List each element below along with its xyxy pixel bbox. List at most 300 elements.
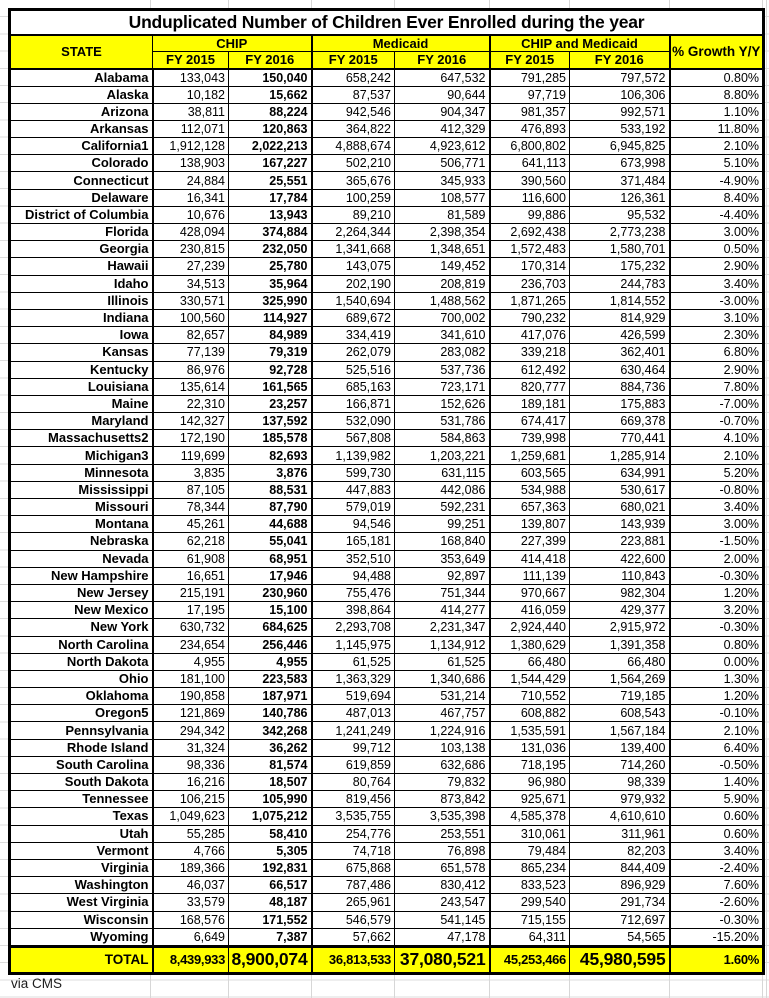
- chip-medicaid-fy2015-cell[interactable]: 603,565: [490, 464, 570, 481]
- chip-fy2016-cell[interactable]: 374,884: [229, 224, 312, 241]
- chip-fy2015-cell[interactable]: 55,285: [153, 825, 229, 842]
- growth-cell[interactable]: -0.30%: [670, 619, 764, 636]
- medicaid-fy2015-cell[interactable]: 165,181: [312, 533, 395, 550]
- state-cell[interactable]: Washington: [10, 877, 153, 894]
- medicaid-fy2015-cell[interactable]: 787,486: [312, 877, 395, 894]
- medicaid-fy2016-cell[interactable]: 76,898: [395, 842, 490, 859]
- chip-fy2016-cell[interactable]: 84,989: [229, 327, 312, 344]
- growth-cell[interactable]: -4.40%: [670, 206, 764, 223]
- chip-fy2016-cell[interactable]: 185,578: [229, 430, 312, 447]
- chip-medicaid-fy2016-cell[interactable]: 82,203: [570, 842, 670, 859]
- chip-fy2016-cell[interactable]: 25,780: [229, 258, 312, 275]
- medicaid-fy2015-cell[interactable]: 447,883: [312, 481, 395, 498]
- chip-medicaid-fy2015-cell[interactable]: 790,232: [490, 309, 570, 326]
- state-header[interactable]: STATE: [10, 35, 153, 69]
- chip-medicaid-fy2016-cell[interactable]: 1,580,701: [570, 241, 670, 258]
- state-cell[interactable]: West Virginia: [10, 894, 153, 911]
- medicaid-fy2015-cell[interactable]: 532,090: [312, 413, 395, 430]
- chip-fy2015-cell[interactable]: 16,651: [153, 567, 229, 584]
- chip-fy2016-cell[interactable]: 171,552: [229, 911, 312, 928]
- medicaid-fy2016-cell[interactable]: 79,832: [395, 774, 490, 791]
- chip-medicaid-fy2016-cell[interactable]: 426,599: [570, 327, 670, 344]
- medicaid-fy2016-cell[interactable]: 345,933: [395, 172, 490, 189]
- chip-medicaid-fy2016-cell[interactable]: 362,401: [570, 344, 670, 361]
- medicaid-fy2016-cell[interactable]: 541,145: [395, 911, 490, 928]
- chip-medicaid-fy2016-cell[interactable]: 1,567,184: [570, 722, 670, 739]
- chip-fy2015-cell[interactable]: 1,912,128: [153, 138, 229, 155]
- medicaid-fy2015-header[interactable]: FY 2015: [312, 52, 395, 69]
- chip-medicaid-fy2016-cell[interactable]: 1,285,914: [570, 447, 670, 464]
- state-cell[interactable]: Connecticut: [10, 172, 153, 189]
- chip-medicaid-fy2016-cell[interactable]: 669,378: [570, 413, 670, 430]
- chip-medicaid-fy2015-cell[interactable]: 310,061: [490, 825, 570, 842]
- chip-medicaid-fy2015-cell[interactable]: 1,572,483: [490, 241, 570, 258]
- chip-fy2016-cell[interactable]: 167,227: [229, 155, 312, 172]
- chip-medicaid-fy2016-cell[interactable]: 311,961: [570, 825, 670, 842]
- chip-medicaid-fy2015-cell[interactable]: 299,540: [490, 894, 570, 911]
- chip-medicaid-fy2016-cell[interactable]: 110,843: [570, 567, 670, 584]
- medicaid-fy2016-cell[interactable]: 751,344: [395, 584, 490, 601]
- chip-fy2016-cell[interactable]: 15,100: [229, 602, 312, 619]
- medicaid-fy2015-cell[interactable]: 487,013: [312, 705, 395, 722]
- chip-medicaid-fy2015-cell[interactable]: 131,036: [490, 739, 570, 756]
- chip-medicaid-fy2015-cell[interactable]: 189,181: [490, 395, 570, 412]
- medicaid-fy2016-cell[interactable]: 61,525: [395, 653, 490, 670]
- growth-cell[interactable]: 2.90%: [670, 258, 764, 275]
- growth-cell[interactable]: 7.60%: [670, 877, 764, 894]
- chip-medicaid-fy2016-cell[interactable]: 1,814,552: [570, 292, 670, 309]
- chip-fy2016-cell[interactable]: 230,960: [229, 584, 312, 601]
- state-cell[interactable]: Louisiana: [10, 378, 153, 395]
- chip-fy2016-cell[interactable]: 120,863: [229, 120, 312, 137]
- medicaid-fy2015-cell[interactable]: 398,864: [312, 602, 395, 619]
- chip-medicaid-fy2015-cell[interactable]: 4,585,378: [490, 808, 570, 825]
- chip-medicaid-fy2015-cell[interactable]: 79,484: [490, 842, 570, 859]
- chip-medicaid-fy2015-cell[interactable]: 608,882: [490, 705, 570, 722]
- chip-medicaid-fy2015-cell[interactable]: 718,195: [490, 756, 570, 773]
- state-cell[interactable]: North Dakota: [10, 653, 153, 670]
- state-cell[interactable]: Florida: [10, 224, 153, 241]
- chip-fy2016-cell[interactable]: 58,410: [229, 825, 312, 842]
- chip-fy2015-cell[interactable]: 1,049,623: [153, 808, 229, 825]
- state-cell[interactable]: Oregon5: [10, 705, 153, 722]
- chip-fy2015-cell[interactable]: 34,513: [153, 275, 229, 292]
- chip-fy2016-cell[interactable]: 81,574: [229, 756, 312, 773]
- state-cell[interactable]: Utah: [10, 825, 153, 842]
- chip-fy2015-header[interactable]: FY 2015: [153, 52, 229, 69]
- medicaid-fy2015-cell[interactable]: 599,730: [312, 464, 395, 481]
- medicaid-fy2016-cell[interactable]: 414,277: [395, 602, 490, 619]
- growth-cell[interactable]: 0.60%: [670, 825, 764, 842]
- state-cell[interactable]: Missouri: [10, 499, 153, 516]
- chip-fy2016-cell[interactable]: 114,927: [229, 309, 312, 326]
- chip-medicaid-fy2016-cell[interactable]: 66,480: [570, 653, 670, 670]
- medicaid-fy2015-cell[interactable]: 675,868: [312, 859, 395, 876]
- state-cell[interactable]: Kentucky: [10, 361, 153, 378]
- state-cell[interactable]: Michigan3: [10, 447, 153, 464]
- chip-medicaid-fy2016-cell[interactable]: 175,232: [570, 258, 670, 275]
- medicaid-fy2016-cell[interactable]: 904,347: [395, 103, 490, 120]
- chip-fy2015-cell[interactable]: 294,342: [153, 722, 229, 739]
- medicaid-fy2015-cell[interactable]: 94,546: [312, 516, 395, 533]
- chip-fy2015-cell[interactable]: 230,815: [153, 241, 229, 258]
- medicaid-fy2015-cell[interactable]: 689,672: [312, 309, 395, 326]
- medicaid-fy2015-cell[interactable]: 365,676: [312, 172, 395, 189]
- total-growth-cell[interactable]: 1.60%: [670, 946, 764, 973]
- chip-medicaid-fy2015-cell[interactable]: 66,480: [490, 653, 570, 670]
- chip-fy2016-cell[interactable]: 187,971: [229, 688, 312, 705]
- medicaid-fy2015-cell[interactable]: 2,264,344: [312, 224, 395, 241]
- chip-fy2016-cell[interactable]: 223,583: [229, 670, 312, 687]
- chip-medicaid-fy2016-cell[interactable]: 714,260: [570, 756, 670, 773]
- chip-medicaid-fy2015-cell[interactable]: 1,871,265: [490, 292, 570, 309]
- state-cell[interactable]: Montana: [10, 516, 153, 533]
- growth-cell[interactable]: 3.00%: [670, 224, 764, 241]
- chip-medicaid-fy2016-cell[interactable]: 992,571: [570, 103, 670, 120]
- chip-medicaid-fy2015-cell[interactable]: 1,380,629: [490, 636, 570, 653]
- medicaid-fy2015-cell[interactable]: 364,822: [312, 120, 395, 137]
- growth-cell[interactable]: -0.30%: [670, 911, 764, 928]
- chip-fy2016-cell[interactable]: 342,268: [229, 722, 312, 739]
- medicaid-fy2016-cell[interactable]: 584,863: [395, 430, 490, 447]
- chip-fy2015-cell[interactable]: 87,105: [153, 481, 229, 498]
- total-label-cell[interactable]: TOTAL: [10, 946, 153, 973]
- growth-header[interactable]: % Growth Y/Y: [670, 35, 764, 69]
- chip-medicaid-fy2015-cell[interactable]: 1,259,681: [490, 447, 570, 464]
- chip-medicaid-fy2016-cell[interactable]: 98,339: [570, 774, 670, 791]
- chip-fy2016-cell[interactable]: 684,625: [229, 619, 312, 636]
- chip-fy2016-cell[interactable]: 7,387: [229, 928, 312, 946]
- chip-medicaid-fy2016-cell[interactable]: 175,883: [570, 395, 670, 412]
- chip-fy2015-cell[interactable]: 6,649: [153, 928, 229, 946]
- state-cell[interactable]: Illinois: [10, 292, 153, 309]
- chip-medicaid-fy2016-cell[interactable]: 54,565: [570, 928, 670, 946]
- chip-fy2016-cell[interactable]: 55,041: [229, 533, 312, 550]
- medicaid-fy2016-cell[interactable]: 592,231: [395, 499, 490, 516]
- medicaid-fy2015-cell[interactable]: 80,764: [312, 774, 395, 791]
- chip-medicaid-fy2016-cell[interactable]: 719,185: [570, 688, 670, 705]
- chip-fy2015-cell[interactable]: 86,976: [153, 361, 229, 378]
- growth-cell[interactable]: 1.20%: [670, 688, 764, 705]
- chip-medicaid-fy2016-cell[interactable]: 896,929: [570, 877, 670, 894]
- chip-medicaid-fy2016-cell[interactable]: 1,564,269: [570, 670, 670, 687]
- chip-fy2015-cell[interactable]: 10,676: [153, 206, 229, 223]
- chip-fy2015-cell[interactable]: 190,858: [153, 688, 229, 705]
- state-cell[interactable]: Mississippi: [10, 481, 153, 498]
- chip-medicaid-fy2015-cell[interactable]: 2,924,440: [490, 619, 570, 636]
- chip-fy2015-cell[interactable]: 62,218: [153, 533, 229, 550]
- chip-fy2015-cell[interactable]: 142,327: [153, 413, 229, 430]
- medicaid-fy2016-cell[interactable]: 99,251: [395, 516, 490, 533]
- chip-fy2015-cell[interactable]: 17,195: [153, 602, 229, 619]
- chip-medicaid-fy2016-cell[interactable]: 530,617: [570, 481, 670, 498]
- chip-medicaid-fy2015-cell[interactable]: 139,807: [490, 516, 570, 533]
- medicaid-fy2015-cell[interactable]: 143,075: [312, 258, 395, 275]
- chip-fy2015-cell[interactable]: 31,324: [153, 739, 229, 756]
- chip-fy2016-cell[interactable]: 82,693: [229, 447, 312, 464]
- chip-fy2015-cell[interactable]: 77,139: [153, 344, 229, 361]
- chip-medicaid-fy2015-cell[interactable]: 657,363: [490, 499, 570, 516]
- state-cell[interactable]: Wisconsin: [10, 911, 153, 928]
- state-cell[interactable]: New Mexico: [10, 602, 153, 619]
- chip-medicaid-fy2016-cell[interactable]: 2,773,238: [570, 224, 670, 241]
- chip-fy2016-cell[interactable]: 325,990: [229, 292, 312, 309]
- state-cell[interactable]: California1: [10, 138, 153, 155]
- chip-medicaid-fy2015-cell[interactable]: 6,800,802: [490, 138, 570, 155]
- chip-medicaid-fy2015-cell[interactable]: 111,139: [490, 567, 570, 584]
- state-cell[interactable]: Minnesota: [10, 464, 153, 481]
- state-cell[interactable]: Maine: [10, 395, 153, 412]
- growth-cell[interactable]: 1.30%: [670, 670, 764, 687]
- chip-fy2015-cell[interactable]: 46,037: [153, 877, 229, 894]
- growth-cell[interactable]: 3.00%: [670, 516, 764, 533]
- chip-medicaid-fy2015-cell[interactable]: 710,552: [490, 688, 570, 705]
- medicaid-fy2016-cell[interactable]: 700,002: [395, 309, 490, 326]
- chip-fy2016-cell[interactable]: 137,592: [229, 413, 312, 430]
- growth-cell[interactable]: 0.50%: [670, 241, 764, 258]
- medicaid-fy2015-cell[interactable]: 94,488: [312, 567, 395, 584]
- chip-fy2015-cell[interactable]: 630,732: [153, 619, 229, 636]
- chip-medicaid-fy2015-cell[interactable]: 97,719: [490, 86, 570, 103]
- growth-cell[interactable]: 11.80%: [670, 120, 764, 137]
- chip-medicaid-fy2015-cell[interactable]: 170,314: [490, 258, 570, 275]
- growth-cell[interactable]: 8.80%: [670, 86, 764, 103]
- medicaid-fy2016-cell[interactable]: 81,589: [395, 206, 490, 223]
- chip-fy2016-cell[interactable]: 35,964: [229, 275, 312, 292]
- growth-cell[interactable]: 2.90%: [670, 361, 764, 378]
- medicaid-fy2016-cell[interactable]: 531,214: [395, 688, 490, 705]
- chip-medicaid-fy2015-cell[interactable]: 612,492: [490, 361, 570, 378]
- chip-medicaid-fy2015-cell[interactable]: 970,667: [490, 584, 570, 601]
- medicaid-fy2015-cell[interactable]: 254,776: [312, 825, 395, 842]
- chip-medicaid-fy2015-header[interactable]: FY 2015: [490, 52, 570, 69]
- medicaid-fy2015-cell[interactable]: 334,419: [312, 327, 395, 344]
- medicaid-fy2015-cell[interactable]: 755,476: [312, 584, 395, 601]
- chip-fy2016-cell[interactable]: 256,446: [229, 636, 312, 653]
- state-cell[interactable]: North Carolina: [10, 636, 153, 653]
- growth-cell[interactable]: -2.60%: [670, 894, 764, 911]
- growth-cell[interactable]: 5.10%: [670, 155, 764, 172]
- growth-cell[interactable]: 2.10%: [670, 447, 764, 464]
- medicaid-fy2016-cell[interactable]: 149,452: [395, 258, 490, 275]
- growth-cell[interactable]: 5.90%: [670, 791, 764, 808]
- state-cell[interactable]: Georgia: [10, 241, 153, 258]
- chip-fy2016-cell[interactable]: 105,990: [229, 791, 312, 808]
- state-cell[interactable]: Nebraska: [10, 533, 153, 550]
- medicaid-fy2015-cell[interactable]: 942,546: [312, 103, 395, 120]
- medicaid-fy2015-cell[interactable]: 546,579: [312, 911, 395, 928]
- chip-fy2016-cell[interactable]: 13,943: [229, 206, 312, 223]
- chip-fy2015-cell[interactable]: 135,614: [153, 378, 229, 395]
- medicaid-fy2015-cell[interactable]: 4,888,674: [312, 138, 395, 155]
- state-cell[interactable]: New York: [10, 619, 153, 636]
- growth-cell[interactable]: -15.20%: [670, 928, 764, 946]
- chip-medicaid-fy2016-cell[interactable]: 884,736: [570, 378, 670, 395]
- growth-cell[interactable]: 5.20%: [670, 464, 764, 481]
- medicaid-fy2015-cell[interactable]: 74,718: [312, 842, 395, 859]
- state-cell[interactable]: New Jersey: [10, 584, 153, 601]
- chip-fy2016-cell[interactable]: 18,507: [229, 774, 312, 791]
- medicaid-fy2015-cell[interactable]: 265,961: [312, 894, 395, 911]
- medicaid-fy2015-cell[interactable]: 525,516: [312, 361, 395, 378]
- growth-cell[interactable]: 3.40%: [670, 842, 764, 859]
- medicaid-fy2016-cell[interactable]: 208,819: [395, 275, 490, 292]
- chip-fy2015-cell[interactable]: 215,191: [153, 584, 229, 601]
- growth-cell[interactable]: 0.80%: [670, 636, 764, 653]
- medicaid-fy2016-cell[interactable]: 353,649: [395, 550, 490, 567]
- chip-medicaid-fy2016-cell[interactable]: 244,783: [570, 275, 670, 292]
- chip-fy2015-cell[interactable]: 119,699: [153, 447, 229, 464]
- chip-fy2015-cell[interactable]: 168,576: [153, 911, 229, 928]
- chip-fy2016-header[interactable]: FY 2016: [229, 52, 312, 69]
- medicaid-fy2015-cell[interactable]: 262,079: [312, 344, 395, 361]
- chip-medicaid-fy2015-cell[interactable]: 791,285: [490, 69, 570, 87]
- chip-fy2015-cell[interactable]: 428,094: [153, 224, 229, 241]
- medicaid-fy2016-cell[interactable]: 103,138: [395, 739, 490, 756]
- medicaid-fy2016-cell[interactable]: 3,535,398: [395, 808, 490, 825]
- chip-medicaid-fy2016-cell[interactable]: 680,021: [570, 499, 670, 516]
- chip-fy2015-cell[interactable]: 10,182: [153, 86, 229, 103]
- medicaid-fy2015-cell[interactable]: 1,139,982: [312, 447, 395, 464]
- chip-fy2015-cell[interactable]: 121,869: [153, 705, 229, 722]
- chip-medicaid-fy2015-cell[interactable]: 925,671: [490, 791, 570, 808]
- chip-fy2016-cell[interactable]: 79,319: [229, 344, 312, 361]
- chip-fy2015-cell[interactable]: 38,811: [153, 103, 229, 120]
- chip-fy2016-cell[interactable]: 17,784: [229, 189, 312, 206]
- growth-cell[interactable]: 0.60%: [670, 808, 764, 825]
- chip-fy2015-cell[interactable]: 16,216: [153, 774, 229, 791]
- medicaid-fy2016-cell[interactable]: 341,610: [395, 327, 490, 344]
- medicaid-fy2015-cell[interactable]: 166,871: [312, 395, 395, 412]
- growth-cell[interactable]: 1.20%: [670, 584, 764, 601]
- state-cell[interactable]: Nevada: [10, 550, 153, 567]
- chip-medicaid-fy2016-cell[interactable]: 770,441: [570, 430, 670, 447]
- medicaid-fy2016-cell[interactable]: 506,771: [395, 155, 490, 172]
- medicaid-fy2016-cell[interactable]: 152,626: [395, 395, 490, 412]
- chip-medicaid-fy2016-cell[interactable]: 223,881: [570, 533, 670, 550]
- chip-medicaid-fy2016-cell[interactable]: 844,409: [570, 859, 670, 876]
- medicaid-fy2016-cell[interactable]: 723,171: [395, 378, 490, 395]
- chip-medicaid-fy2016-cell[interactable]: 4,610,610: [570, 808, 670, 825]
- growth-cell[interactable]: -0.30%: [670, 567, 764, 584]
- medicaid-fy2016-cell[interactable]: 537,736: [395, 361, 490, 378]
- medicaid-fy2016-cell[interactable]: 1,203,221: [395, 447, 490, 464]
- medicaid-fy2016-cell[interactable]: 243,547: [395, 894, 490, 911]
- medicaid-fy2016-cell[interactable]: 2,231,347: [395, 619, 490, 636]
- medicaid-fy2015-cell[interactable]: 819,456: [312, 791, 395, 808]
- chip-fy2016-cell[interactable]: 88,531: [229, 481, 312, 498]
- medicaid-fy2015-cell[interactable]: 3,535,755: [312, 808, 395, 825]
- chip-medicaid-fy2015-cell[interactable]: 641,113: [490, 155, 570, 172]
- chip-medicaid-fy2015-cell[interactable]: 715,155: [490, 911, 570, 928]
- medicaid-fy2015-cell[interactable]: 1,145,975: [312, 636, 395, 653]
- medicaid-fy2016-cell[interactable]: 90,644: [395, 86, 490, 103]
- growth-cell[interactable]: 2.00%: [670, 550, 764, 567]
- medicaid-fy2016-cell[interactable]: 531,786: [395, 413, 490, 430]
- chip-medicaid-fy2016-cell[interactable]: 126,361: [570, 189, 670, 206]
- total-medicaid-fy2016-cell[interactable]: 37,080,521: [395, 946, 490, 973]
- chip-medicaid-fy2016-cell[interactable]: 979,932: [570, 791, 670, 808]
- group-header-medicaid[interactable]: Medicaid: [312, 35, 490, 52]
- growth-cell[interactable]: 3.40%: [670, 275, 764, 292]
- total-chip-fy2015-cell[interactable]: 8,439,933: [153, 946, 229, 973]
- medicaid-fy2015-cell[interactable]: 99,712: [312, 739, 395, 756]
- chip-medicaid-fy2015-cell[interactable]: 64,311: [490, 928, 570, 946]
- state-cell[interactable]: Kansas: [10, 344, 153, 361]
- chip-fy2016-cell[interactable]: 150,040: [229, 69, 312, 87]
- chip-medicaid-fy2015-cell[interactable]: 739,998: [490, 430, 570, 447]
- state-cell[interactable]: Pennsylvania: [10, 722, 153, 739]
- medicaid-fy2015-cell[interactable]: 1,241,249: [312, 722, 395, 739]
- medicaid-fy2015-cell[interactable]: 87,537: [312, 86, 395, 103]
- chip-fy2015-cell[interactable]: 138,903: [153, 155, 229, 172]
- chip-medicaid-fy2016-cell[interactable]: 533,192: [570, 120, 670, 137]
- state-cell[interactable]: Colorado: [10, 155, 153, 172]
- medicaid-fy2016-cell[interactable]: 1,488,562: [395, 292, 490, 309]
- chip-fy2015-cell[interactable]: 181,100: [153, 670, 229, 687]
- growth-cell[interactable]: 1.40%: [670, 774, 764, 791]
- chip-fy2015-cell[interactable]: 61,908: [153, 550, 229, 567]
- growth-cell[interactable]: 6.80%: [670, 344, 764, 361]
- chip-fy2015-cell[interactable]: 22,310: [153, 395, 229, 412]
- state-cell[interactable]: Oklahoma: [10, 688, 153, 705]
- state-cell[interactable]: Arizona: [10, 103, 153, 120]
- medicaid-fy2016-cell[interactable]: 1,340,686: [395, 670, 490, 687]
- chip-fy2016-cell[interactable]: 192,831: [229, 859, 312, 876]
- medicaid-fy2015-cell[interactable]: 579,019: [312, 499, 395, 516]
- chip-fy2016-cell[interactable]: 87,790: [229, 499, 312, 516]
- chip-medicaid-fy2016-cell[interactable]: 371,484: [570, 172, 670, 189]
- growth-cell[interactable]: -0.10%: [670, 705, 764, 722]
- chip-medicaid-fy2016-cell[interactable]: 634,991: [570, 464, 670, 481]
- growth-cell[interactable]: 0.80%: [670, 69, 764, 87]
- chip-fy2016-cell[interactable]: 15,662: [229, 86, 312, 103]
- chip-fy2015-cell[interactable]: 78,344: [153, 499, 229, 516]
- state-cell[interactable]: South Dakota: [10, 774, 153, 791]
- growth-cell[interactable]: 1.10%: [670, 103, 764, 120]
- chip-fy2015-cell[interactable]: 27,239: [153, 258, 229, 275]
- medicaid-fy2016-cell[interactable]: 467,757: [395, 705, 490, 722]
- chip-fy2015-cell[interactable]: 4,955: [153, 653, 229, 670]
- chip-medicaid-fy2016-cell[interactable]: 95,532: [570, 206, 670, 223]
- total-chip-medicaid-fy2016-cell[interactable]: 45,980,595: [570, 946, 670, 973]
- chip-fy2016-cell[interactable]: 161,565: [229, 378, 312, 395]
- medicaid-fy2015-cell[interactable]: 619,859: [312, 756, 395, 773]
- state-cell[interactable]: Idaho: [10, 275, 153, 292]
- growth-cell[interactable]: 3.20%: [670, 602, 764, 619]
- chip-medicaid-fy2015-cell[interactable]: 236,703: [490, 275, 570, 292]
- state-cell[interactable]: Tennessee: [10, 791, 153, 808]
- chip-medicaid-fy2015-cell[interactable]: 417,076: [490, 327, 570, 344]
- medicaid-fy2015-cell[interactable]: 519,694: [312, 688, 395, 705]
- medicaid-fy2015-cell[interactable]: 57,662: [312, 928, 395, 946]
- chip-medicaid-fy2016-cell[interactable]: 608,543: [570, 705, 670, 722]
- medicaid-fy2016-cell[interactable]: 2,398,354: [395, 224, 490, 241]
- chip-fy2015-cell[interactable]: 16,341: [153, 189, 229, 206]
- chip-fy2015-cell[interactable]: 100,560: [153, 309, 229, 326]
- medicaid-fy2015-cell[interactable]: 502,210: [312, 155, 395, 172]
- growth-cell[interactable]: 7.80%: [670, 378, 764, 395]
- state-cell[interactable]: Vermont: [10, 842, 153, 859]
- chip-fy2016-cell[interactable]: 88,224: [229, 103, 312, 120]
- chip-fy2015-cell[interactable]: 172,190: [153, 430, 229, 447]
- growth-cell[interactable]: 6.40%: [670, 739, 764, 756]
- chip-fy2015-cell[interactable]: 24,884: [153, 172, 229, 189]
- medicaid-fy2015-cell[interactable]: 1,363,329: [312, 670, 395, 687]
- chip-fy2016-cell[interactable]: 3,876: [229, 464, 312, 481]
- chip-medicaid-fy2016-cell[interactable]: 630,464: [570, 361, 670, 378]
- total-chip-fy2016-cell[interactable]: 8,900,074: [229, 946, 312, 973]
